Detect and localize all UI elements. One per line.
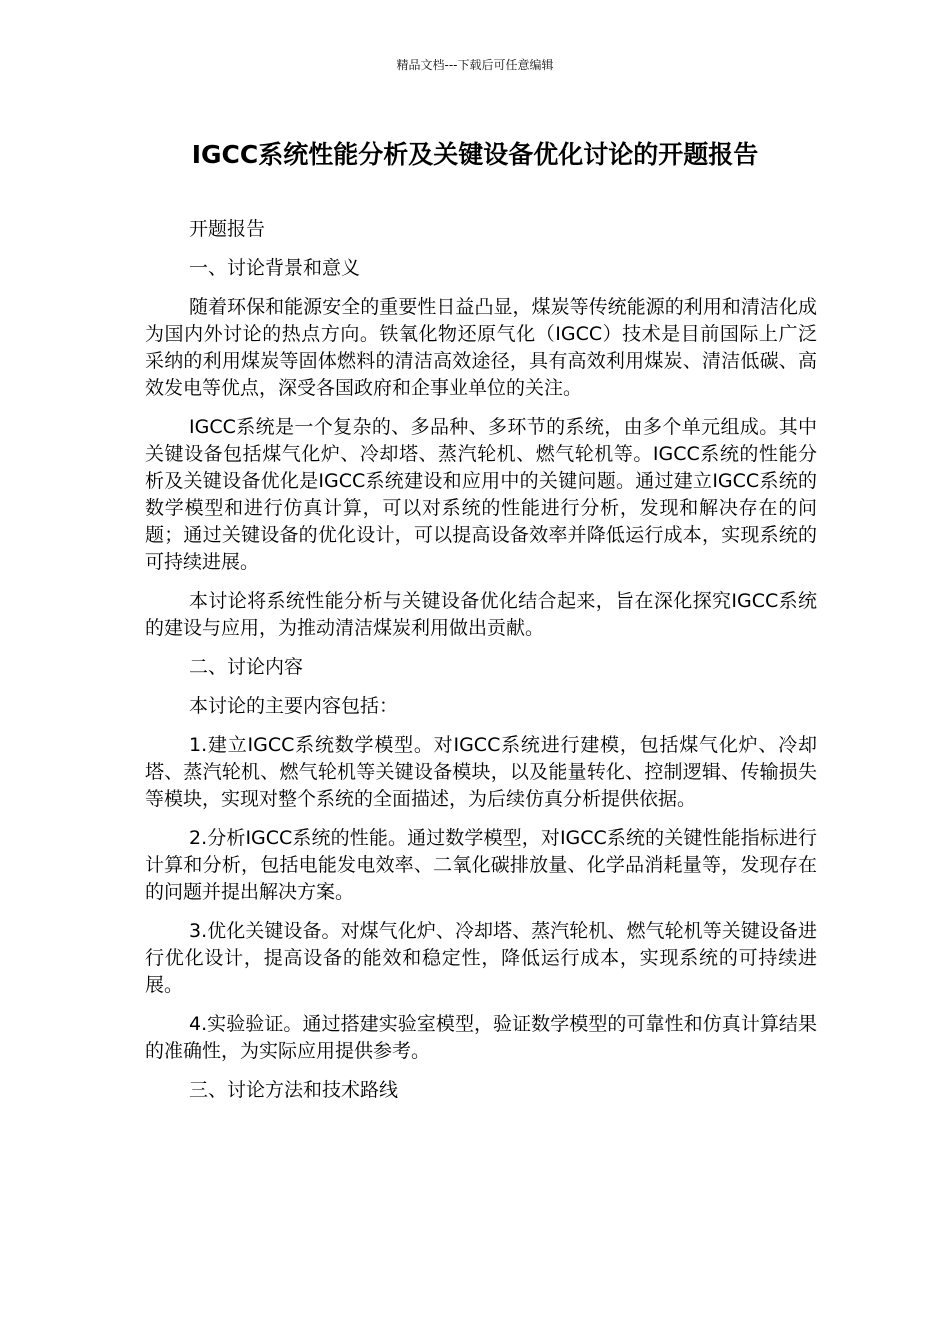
section-heading-methods: 三、讨论方法和技术路线 <box>189 1079 399 1101</box>
list-item-validation: 4.实验验证。通过搭建实验室模型，验证数学模型的可靠性和仿真计算结果的准确性，为实际应用提供参考。 <box>145 1013 817 1062</box>
header-note: 精品文档---下载后可任意编辑 <box>396 58 554 72</box>
paragraph-purpose: 本讨论将系统性能分析与关键设备优化结合起来，旨在深化探究IGCC系统的建设与应用，为推动清洁煤炭利用做出贡献。 <box>145 590 817 639</box>
section-heading-content: 二、讨论内容 <box>189 656 304 678</box>
document-body <box>145 216 817 1116</box>
list-item-performance: 2.分析IGCC系统的性能。通过数学模型，对IGCC系统的关键性能指标进行计算和分析，包括电能发电效率、二氧化碳排放量、化学品消耗量等，发现存在的问题并提出解决方案。 <box>145 827 817 903</box>
list-item-model: 1.建立IGCC系统数学模型。对IGCC系统进行建模，包括煤气化炉、冷却塔、蒸汽轮机、燃气轮机等关键设备模块，以及能量转化、控制逻辑、传输损失等模块，实现对整个系统的全面描述，为后续仿真分析提供依据。 <box>145 734 817 810</box>
paragraph-igcc-system: IGCC系统是一个复杂的、多品种、多环节的系统，由多个单元组成。其中关键设备包括煤气化炉、冷却塔、蒸汽轮机、燃气轮机等。IGCC系统的性能分析及关键设备优化是IGCC系统建设和应用中的关键问题。通过建立IGCC系统的数学模型和进行仿真计算，可以对系统的性能进行分析，发现和解决存在的问题；通过关键设备的优化设计，可以提高设备效率并降低运行成本，实现系统的可持续进展。 <box>145 416 817 573</box>
section-heading-background: 一、讨论背景和意义 <box>189 257 361 279</box>
heading-report: 开题报告 <box>189 218 266 240</box>
document-title: IGCC系统性能分析及关键设备优化讨论的开题报告 <box>191 140 759 169</box>
paragraph-background: 随着环保和能源安全的重要性日益凸显，煤炭等传统能源的利用和清洁化成为国内外讨论的热点方向。铁氧化物还原气化（IGCC）技术是目前国际上广泛采纳的利用煤炭等固体燃料的清洁高效途径，具有高效利用煤炭、清洁低碳、高效发电等优点，深受各国政府和企事业单位的关注。 <box>145 296 817 399</box>
paragraph-content-intro: 本讨论的主要内容包括： <box>189 695 399 717</box>
list-item-optimization: 3.优化关键设备。对煤气化炉、冷却塔、蒸汽轮机、燃气轮机等关键设备进行优化设计，提高设备的能效和稳定性，降低运行成本，实现系统的可持续进展。 <box>145 920 817 996</box>
